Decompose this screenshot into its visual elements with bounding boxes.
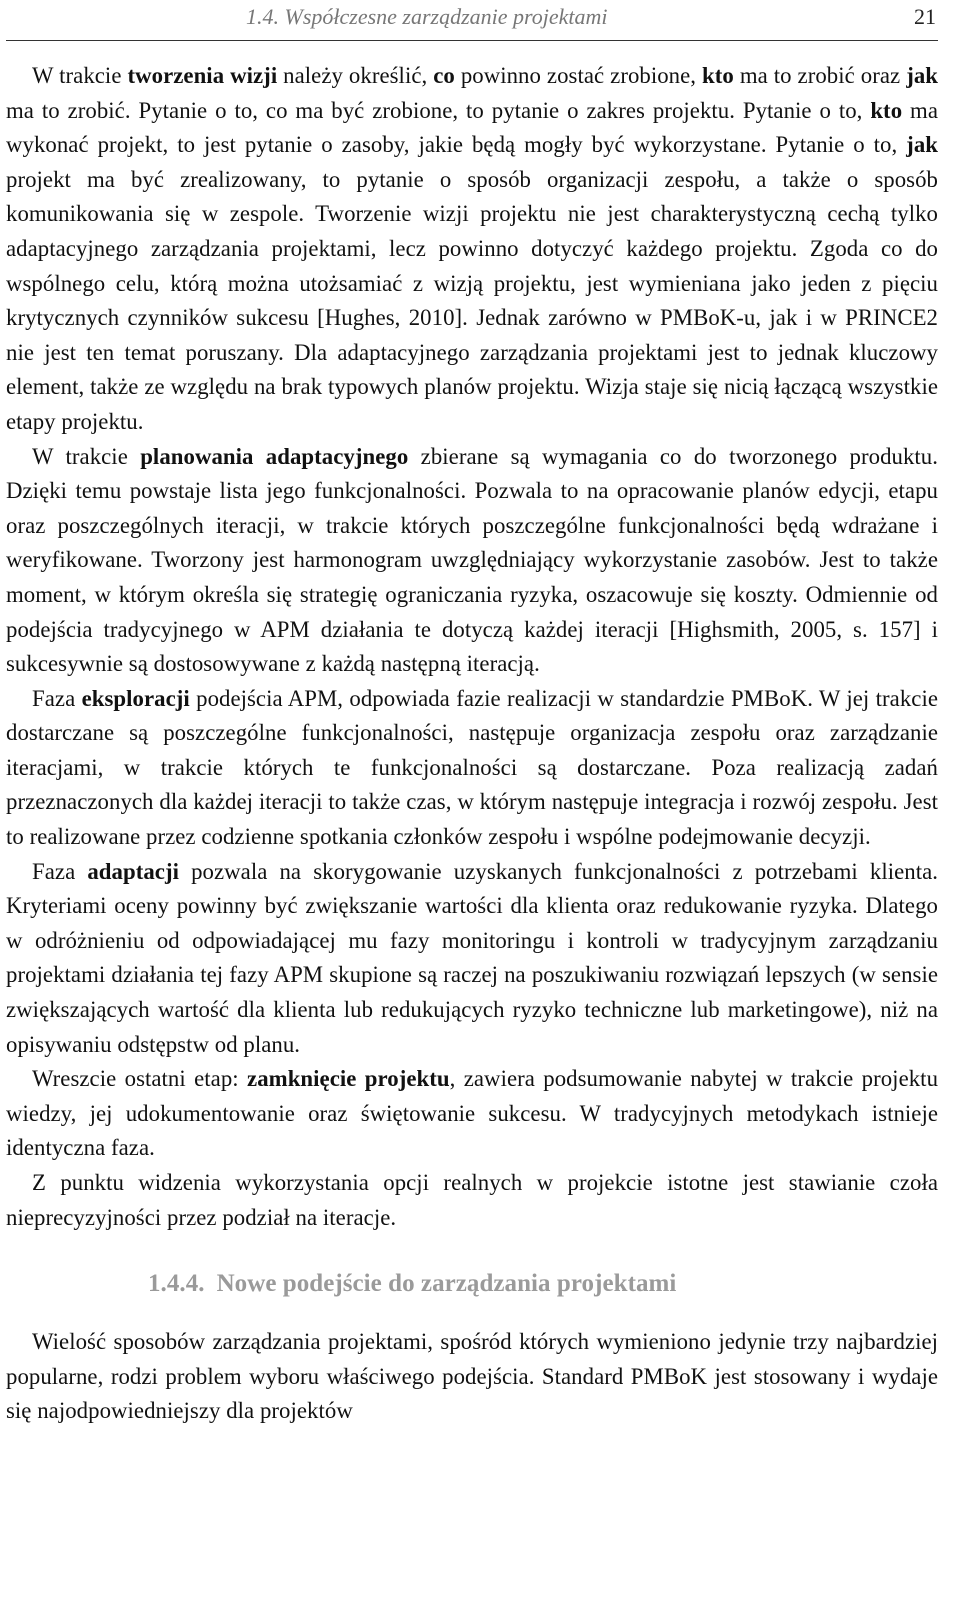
- bold-term: adaptacji: [87, 858, 179, 884]
- text-run: W trakcie: [32, 63, 128, 88]
- text-run: projekt ma być zrealizowany, to pytanie o sposób organizacji zespołu, a także o sposób komunikowania się w zespole. Tworzenie wizji projektu nie jest charakterystyczną cechą tylko adaptacyjnego zarządzania projektami, lecz powinno dotyczyć każdego projektu. Zgoda co do wspólnego celu, którą można utożsamiać z wizją projektu, jest wymieniana jako jeden z pięciu krytycznych czynników sukcesu [Hughes, 2010]. Jednak zarówno w PMBoK-u, jak i w PRINCE2 nie jest ten temat poruszany. Dla adaptacyjnego zarządzania projektami jest to jednak kluczowy element, także ze względu na brak typowych planów projektu. Wizja staje się nicią łączącą wszystkie etapy projektu.: [6, 166, 938, 434]
- text-run: ma to zrobić. Pytanie o to, co ma być zrobione, to pytanie o zakres projektu. Pytanie o to,: [6, 97, 871, 123]
- page-number: 21: [914, 4, 936, 29]
- paragraph-list: [6, 59, 938, 1235]
- paragraph: Wielość sposobów zarządzania projektami, spośród których wymieniono jedynie trzy najbardziej popularne, rodzi problem wyboru właściwego podejścia. Standard PMBoK jest stosowany i wydaje się najodpowiedniejszy dla projektów: [6, 1329, 938, 1424]
- paragraph: [6, 682, 938, 855]
- paragraph: [6, 1166, 938, 1235]
- bold-term: tworzenia wizji: [127, 63, 278, 88]
- text-run: pozwala na skorygowanie uzyskanych funkcjonalności z potrzebami klienta. Kryteriami oceny powinny być zwiększanie wartości dla klienta oraz redukowanie ryzyka. Dlatego w odróżnieniu od odpowiadającej mu fazy monitoringu i kontroli w tradycyjnym zarządzaniu projektami działania tej fazy APM skupione są raczej na poszukiwaniu rozwiązań lepszych (w sensie zwiększających wartość dla klienta lub redukujących ryzyko techniczne lub marketingowe), niż na opisywaniu odstępstw od planu.: [6, 858, 939, 1057]
- bold-term: jak: [906, 132, 938, 158]
- bold-term: co: [433, 63, 455, 88]
- section-body: [6, 1325, 938, 1429]
- bold-term: eksploracji: [81, 685, 190, 711]
- text-run: należy określić,: [277, 63, 434, 88]
- section-number: 1.4.4.: [148, 1270, 205, 1298]
- text-run: ma to zrobić oraz: [733, 63, 907, 88]
- text-run: Faza: [32, 685, 82, 711]
- text-run: podejścia APM, odpowiada fazie realizacji w standardzie PMBoK. W jej trakcie dostarczane są poszczególne funkcjonalności, następuje organizacja zespołu oraz zarządzanie iteracjami, w trakcie których te funkcjonalności są dostarczane. Poza realizacją zadań przeznaczonych dla każdej iteracji to także czas, w którym następuje integracja i rozwój zespołu. Jest to realizowane przez codzienne spotkania członków zespołu i wspólne podejmowanie decyzji.: [6, 685, 939, 850]
- bold-term: zamknięcie projektu: [247, 1066, 450, 1092]
- text-run: Faza: [32, 858, 88, 884]
- running-header-title: 1.4. Współczesne zarządzanie projektami: [246, 4, 608, 29]
- text-run: Wreszcie ostatni etap:: [32, 1066, 248, 1092]
- text-run: , zawiera podsumowanie nabytej w trakcie projektu wiedzy, jej udokumentowanie oraz świętowanie sukcesu. W tradycyjnych metodykach istnieje identyczna faza.: [6, 1066, 939, 1161]
- running-header: [6, 0, 938, 41]
- bold-term: jak: [906, 63, 939, 88]
- text-run: W trakcie: [32, 443, 141, 469]
- text-run: Z punktu widzenia wykorzystania opcji realnych w projekcie istotne jest stawianie czoła nieprecyzyjności przez podział na iteracje.: [6, 1170, 938, 1230]
- section-heading: [148, 1267, 938, 1301]
- body-text: [6, 59, 938, 1429]
- text-run: ma wykonać projekt, to jest pytanie o zasoby, jakie będą mogły być wykorzystane. Pytanie o to,: [6, 97, 939, 158]
- bold-term: kto: [870, 97, 903, 123]
- paragraph: [6, 855, 938, 1063]
- bold-term: planowania adaptacyjnego: [140, 443, 409, 469]
- paragraph: [6, 1062, 938, 1166]
- text-run: zbierane są wymagania co do tworzonego produktu. Dzięki temu powstaje lista jego funkcjonalności. Pozwala to na opracowanie planów edycji, etapu oraz poszczególnych iteracji, w trakcie których poszczególne funkcjonalności będą wdrażane i weryfikowane. Tworzony jest harmonogram uwzględniający wykorzystanie zasobów. Jest to także moment, w którym określa się strategię ograniczania ryzyka, oszacowuje się koszty. Odmiennie od podejścia tradycyjnego w APM działania te dotyczą każdej iteracji [Highsmith, 2005, s. 157] i sukcesywnie są dostosowywane z każdą następną iteracją.: [6, 443, 939, 677]
- text-run: powinno zostać zrobione,: [454, 63, 703, 88]
- section-title: Nowe podejście do zarządzania projektami: [216, 1270, 677, 1298]
- paragraph: [6, 440, 938, 682]
- paragraph: [6, 59, 938, 440]
- bold-term: kto: [702, 63, 734, 88]
